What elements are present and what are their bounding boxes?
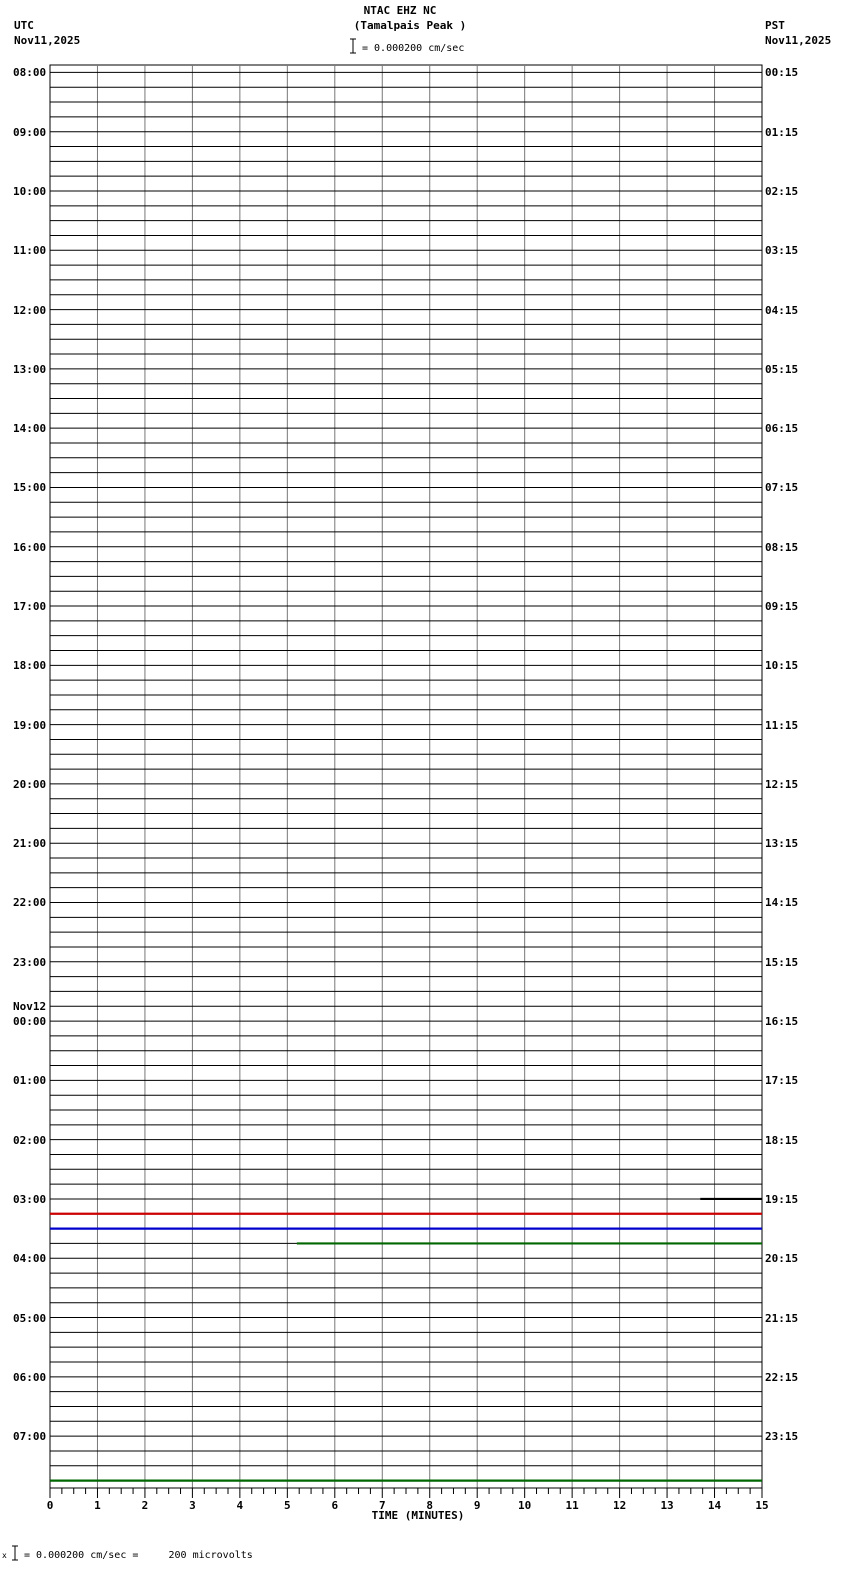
x-axis-label: TIME (MINUTES)	[371, 1509, 465, 1522]
utc-time-label: 18:00	[13, 659, 47, 673]
x-tick-label: 15	[755, 1499, 769, 1512]
utc-time-label: 08:00	[13, 66, 47, 80]
utc-time-label: 03:00	[13, 1192, 47, 1206]
pst-time-label: 00:15	[765, 66, 799, 80]
utc-time-label: 22:00	[13, 896, 47, 910]
utc-time-label: 11:00	[13, 244, 47, 258]
utc-time-label: 07:00	[13, 1430, 47, 1444]
pst-time-label: 22:15	[765, 1370, 799, 1384]
utc-time-label: 06:00	[13, 1370, 47, 1384]
x-tick-label: 12	[612, 1499, 627, 1512]
station-location: (Tamalpais Peak )	[353, 19, 467, 32]
right-date: Nov11,2025	[765, 34, 832, 47]
utc-time-label: 20:00	[13, 777, 47, 791]
utc-time-label: 21:00	[13, 837, 47, 851]
utc-time-label: 05:00	[13, 1311, 47, 1325]
pst-time-label: 20:15	[765, 1252, 799, 1266]
pst-time-label: 11:15	[765, 718, 799, 732]
utc-time-label: 04:00	[13, 1252, 47, 1266]
plot-frame	[50, 65, 762, 1488]
x-tick-label: 1	[94, 1499, 101, 1512]
utc-time-label: 02:00	[13, 1133, 47, 1147]
pst-time-label: 21:15	[765, 1311, 799, 1325]
footer-scale-bar-icon	[10, 1545, 20, 1561]
utc-time-label: 00:00	[13, 1015, 47, 1029]
x-tick-label: 0	[46, 1499, 54, 1512]
x-tick-label: 8	[426, 1499, 434, 1512]
pst-time-label: 07:15	[765, 481, 799, 495]
utc-time-label: 01:00	[13, 1074, 47, 1088]
x-tick-label: 9	[473, 1499, 481, 1512]
utc-time-label: 13:00	[13, 362, 47, 376]
x-tick-label: 10	[518, 1499, 532, 1512]
utc-time-label: 15:00	[13, 481, 47, 495]
x-tick-label: 5	[284, 1499, 291, 1512]
utc-time-label: 16:00	[13, 540, 47, 554]
x-tick-label: 2	[141, 1499, 149, 1512]
x-tick-label: 4	[236, 1499, 244, 1512]
pst-time-label: 09:15	[765, 600, 799, 614]
pst-time-label: 16:15	[765, 1015, 799, 1029]
x-tick-label: 13	[660, 1499, 674, 1512]
pst-time-label: 10:15	[765, 659, 799, 673]
pst-time-label: 13:15	[765, 837, 799, 851]
left-date: Nov11,2025	[14, 34, 81, 47]
pst-time-label: 23:15	[765, 1430, 799, 1444]
utc-time-label: 12:00	[13, 303, 47, 317]
x-tick-label: 14	[707, 1499, 722, 1512]
utc-time-label: 10:00	[13, 184, 47, 198]
utc-time-label: 23:00	[13, 955, 47, 969]
pst-time-label: 17:15	[765, 1074, 799, 1088]
utc-time-label: 14:00	[13, 422, 47, 436]
utc-time-label: 09:00	[13, 125, 47, 139]
scale-label: = 0.000200 cm/sec	[362, 43, 465, 54]
pst-time-label: 19:15	[765, 1192, 799, 1206]
pst-time-label: 04:15	[765, 303, 799, 317]
footer-scale-text: = 0.000200 cm/sec = 200 microvolts	[24, 1550, 253, 1561]
right-timezone: PST	[765, 19, 785, 32]
utc-time-label: 19:00	[13, 718, 47, 732]
x-tick-label: 3	[189, 1499, 196, 1512]
utc-time-label: 17:00	[13, 600, 47, 614]
seismic-traces	[50, 72, 762, 1480]
station-title: NTAC EHZ NC	[363, 4, 437, 17]
pst-time-label: 15:15	[765, 955, 799, 969]
pst-time-label: 03:15	[765, 244, 799, 258]
x-tick-label: 11	[565, 1499, 579, 1512]
plot-grid	[50, 65, 762, 1488]
pst-time-label: 08:15	[765, 540, 799, 554]
left-timezone: UTC	[14, 19, 34, 32]
pst-time-label: 06:15	[765, 422, 799, 436]
utc-date-label: Nov12	[13, 1000, 47, 1014]
footer-prefix: x	[2, 1551, 7, 1560]
pst-time-label: 14:15	[765, 896, 799, 910]
pst-time-label: 18:15	[765, 1133, 799, 1147]
scale-bar-icon	[348, 38, 358, 54]
pst-time-label: 02:15	[765, 184, 799, 198]
x-tick-label: 7	[378, 1499, 386, 1512]
pst-time-label: 01:15	[765, 125, 799, 139]
pst-time-label: 05:15	[765, 362, 799, 376]
pst-time-label: 12:15	[765, 777, 799, 791]
x-tick-label: 6	[331, 1499, 339, 1512]
